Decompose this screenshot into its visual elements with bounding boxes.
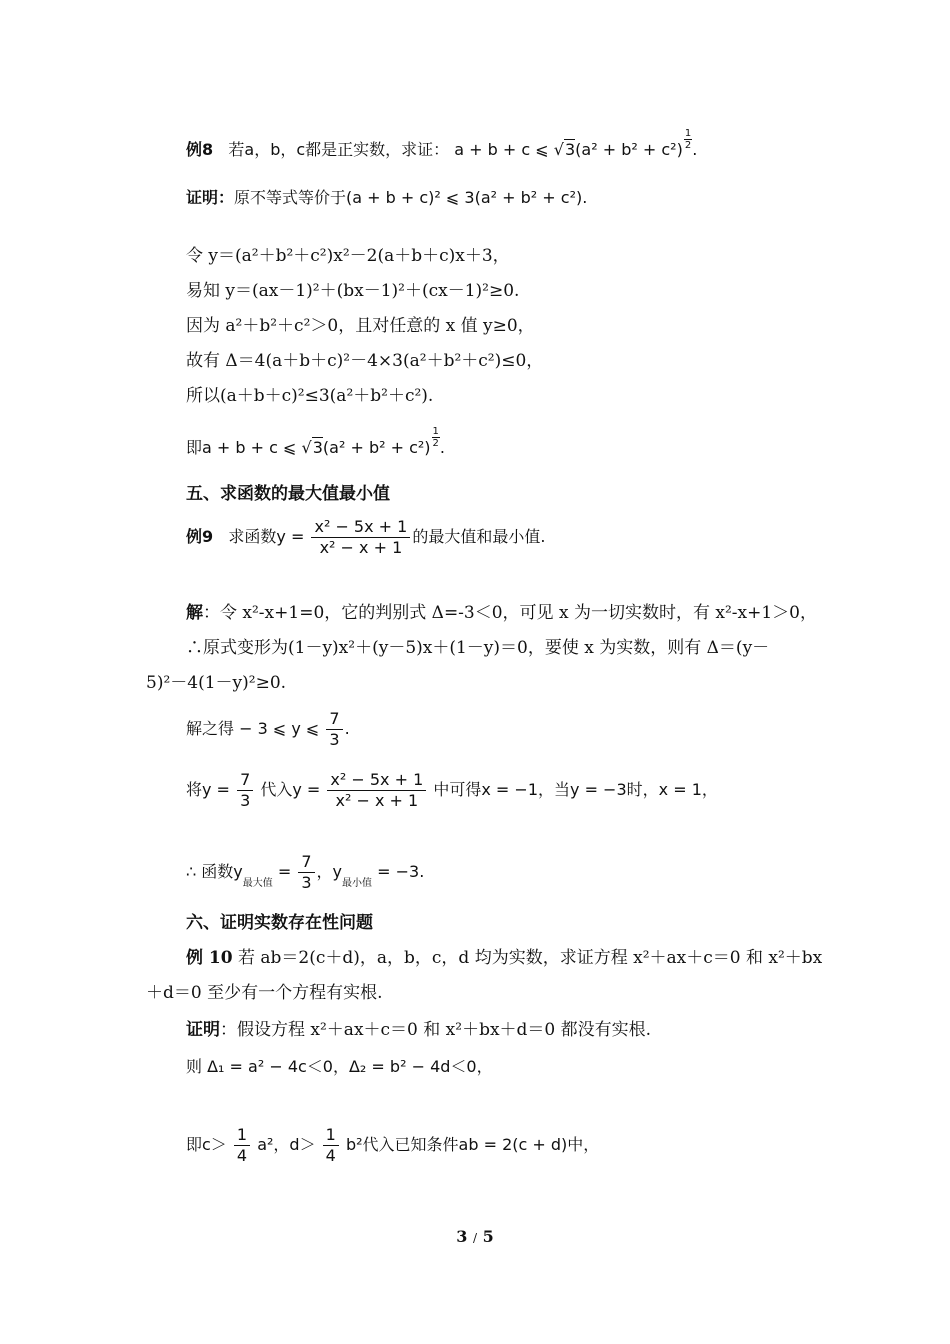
sqrt-expression: √3	[301, 438, 323, 457]
text: = −3.	[377, 862, 425, 881]
function-fraction: $\frac{\text{x² − 5x + 1}}{\text{x² − x + 1}}$	[311, 517, 410, 558]
fraction: $\frac{7}{3}$	[237, 770, 253, 811]
proof-10-intro	[186, 1018, 651, 1042]
fraction: $\frac{7}{3}$	[326, 709, 342, 750]
proof-label: 证明	[186, 1020, 220, 1040]
proof-label: 证明：	[186, 188, 235, 207]
exponent-fraction: $\frac{1}{2}$	[432, 426, 439, 449]
example-8-statement	[186, 128, 698, 162]
example-text: 求函数y =	[228, 527, 305, 546]
equals: =	[277, 862, 292, 881]
exponent-fraction: $\frac{1}{2}$	[684, 128, 692, 151]
conclusion-8	[186, 426, 446, 460]
solution-9-line-1	[186, 601, 817, 625]
text: a²，d＞	[257, 1135, 316, 1154]
condition-10	[186, 1125, 599, 1166]
example-tail: 的最大值和最小值.	[412, 527, 546, 546]
proof-8-intro	[186, 186, 587, 210]
proof-line-3: 因为 a²＋b²＋c²＞0，且对任意的 x 值 y≥0，	[186, 316, 535, 336]
subscript-min: 最小值	[342, 878, 373, 889]
relation-sign: ⩽	[283, 438, 297, 457]
delta-10: 则 Δ₁ = a² − 4c＜0，Δ₂ = b² − 4d＜0，	[186, 1057, 493, 1076]
conclusion-prefix: 即a + b + c	[186, 438, 278, 457]
example-label: 例 10	[186, 948, 233, 968]
example-9-statement	[186, 517, 545, 558]
solution-9-line-2: ∴原式变形为(1－y)x²＋(y－5)x＋(1－y)＝0，要使 x 为实数，则有 Δ＝(y－	[186, 638, 770, 658]
page-number	[0, 1227, 950, 1246]
example-text: 若 ab＝2(c＋d)，a，b，c，d 均为实数，求证方程 x²＋ax＋c＝0 和 x²＋bx	[232, 948, 823, 968]
total-pages: 5	[482, 1227, 494, 1246]
sqrt-expression: √3	[553, 140, 576, 159]
solution-label: 解	[186, 603, 203, 623]
result-9	[186, 852, 424, 893]
proof-line-5: 所以(a＋b＋c)²≤3(a²＋b²＋c²).	[186, 386, 434, 406]
substitution-9	[186, 770, 718, 811]
period: .	[344, 719, 350, 738]
text: 代入y =	[260, 780, 321, 799]
solution-9-line-3: 5)²－4(1－y)²≥0.	[146, 673, 287, 693]
example-label: 例9	[186, 527, 214, 546]
fraction: $\frac{1}{4}$	[234, 1125, 250, 1166]
period: .	[692, 140, 698, 159]
example-label: 例8	[186, 140, 214, 159]
proof-line-1: 令 y＝(a²＋b²＋c²)x²－2(a＋b＋c)x＋3，	[186, 246, 510, 266]
period: .	[439, 438, 446, 457]
current-page: 3	[456, 1227, 468, 1246]
text: 中可得x = −1，当y = −3时，x = 1，	[433, 780, 718, 799]
proof-text: ：假设方程 x²＋ax＋c＝0 和 x²＋bx＋d＝0 都没有实根.	[220, 1020, 652, 1040]
fraction: $\frac{1}{4}$	[323, 1125, 339, 1166]
example-10-line-1	[186, 946, 822, 970]
solution-text: ：令 x²-x+1=0，它的判别式 Δ=-3＜0，可见 x 为一切实数时，有 x²-x+1＞0，	[203, 603, 817, 623]
proof-line-2: 易知 y＝(ax－1)²＋(bx－1)²＋(cx－1)²≥0.	[186, 281, 520, 301]
proof-text: 原不等式等价于(a + b + c)² ⩽ 3(a² + b² + c²).	[234, 188, 588, 207]
section-5-heading: 五、求函数的最大值最小值	[186, 484, 390, 504]
relation-sign: ⩽	[535, 140, 549, 159]
text: ∴ 函数y	[186, 862, 243, 881]
proof-line-4: 故有 Δ＝4(a＋b＋c)²－4×3(a²＋b²＋c²)≤0，	[186, 351, 544, 371]
formula-rhs: (a² + b² + c²)	[322, 438, 431, 457]
subscript-max: 最大值	[242, 878, 273, 889]
text: ，y	[316, 862, 343, 881]
fraction: $\frac{7}{3}$	[298, 852, 314, 893]
text: b²代入已知条件ab = 2(c + d)中，	[345, 1135, 600, 1154]
function-fraction: $\frac{\text{x² − 5x + 1}}{\text{x² − x + 1}}$	[327, 770, 426, 811]
text: 即c＞	[186, 1135, 227, 1154]
text: 将y =	[186, 780, 230, 799]
page-separator: /	[472, 1231, 478, 1245]
range-9	[186, 709, 350, 750]
formula-lhs: a + b + c	[454, 140, 531, 159]
example-10-line-2: ＋d＝0 至少有一个方程有实根.	[146, 983, 383, 1003]
formula-rhs: (a² + b² + c²)	[575, 140, 683, 159]
section-6-heading: 六、证明实数存在性问题	[186, 913, 373, 933]
example-text: 若a，b，c都是正实数，求证：	[228, 140, 450, 159]
range-text: 解之得 − 3 ⩽ y ⩽	[186, 719, 320, 738]
